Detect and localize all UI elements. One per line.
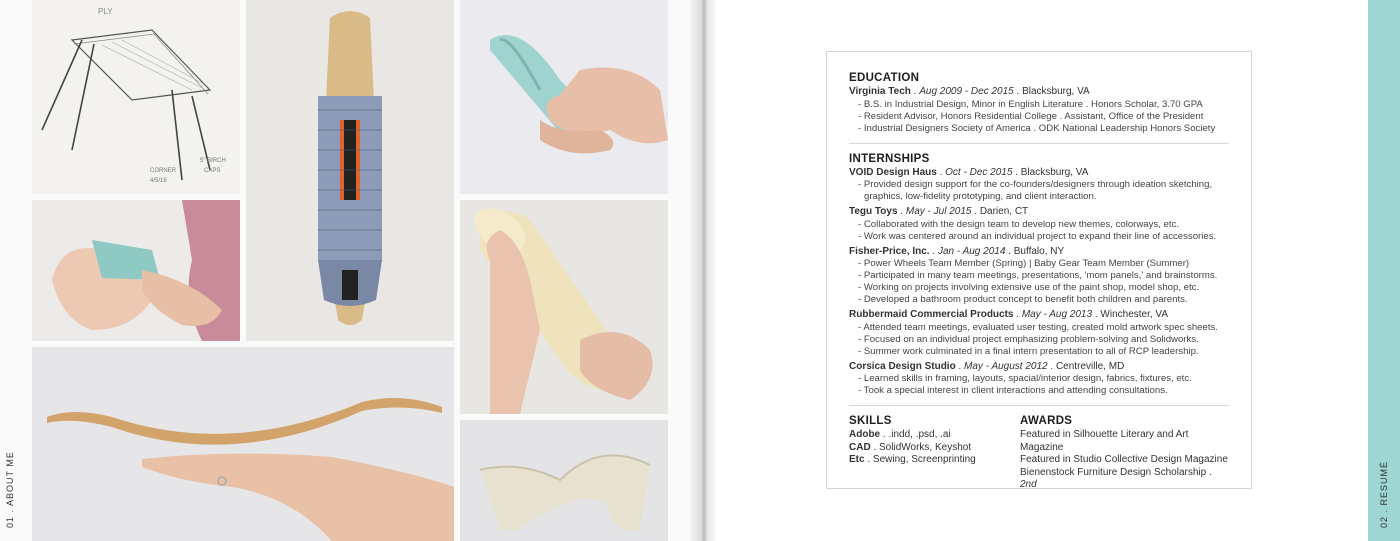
wood-shelf-photo [32, 347, 454, 541]
bullet: - Power Wheels Team Member (Spring) | Baby Gear Team Member (Summer) [858, 258, 1190, 269]
skills-title: SKILLS [849, 415, 892, 427]
org-name: Virginia Tech [849, 86, 911, 97]
longboard-photo [246, 0, 454, 341]
separator: . [1012, 166, 1021, 178]
skills-awards-row [849, 415, 1229, 492]
internship-entry [849, 309, 1229, 358]
skill-key: CAD [849, 441, 871, 453]
date-range: Aug 2009 - Dec 2015 [919, 86, 1014, 97]
skill-item [849, 442, 1020, 455]
org-name: Corsica Design Studio [849, 360, 956, 372]
separator: . [955, 360, 965, 372]
bullet: - Learned skills in framing, layouts, spacial/interior design, fabrics, fixtures, etc. [858, 373, 1192, 384]
bullet: - Resident Advisor, Honors Residential College . Assistant, Office of the President [858, 110, 1204, 122]
sketch-note-caps: CAPS [204, 168, 221, 174]
bullet: - B.S. in Industrial Design, Minor in English Literature . Honors Scholar, 3.70 GPA [858, 98, 1203, 110]
bullet: - Participated in many team meetings, presentations, 'mom panels,' and brainstorms. [858, 270, 1218, 281]
left-page-section-label: 01 . ABOUT ME [5, 451, 15, 528]
cream-device-photo [460, 200, 668, 414]
bullet: - Took a special interest in client interactions and attending consultations. [858, 385, 1168, 396]
award-placement: 2nd [1020, 479, 1037, 490]
wood-sculpture-photo [460, 420, 668, 541]
location: Darien, CT [979, 206, 1029, 217]
section-divider [849, 143, 1229, 144]
awards-title: AWARDS [1020, 415, 1073, 427]
award-item [1020, 467, 1229, 492]
separator: . [1092, 309, 1101, 320]
entry-head [849, 246, 1229, 259]
separator: . [1005, 245, 1014, 257]
entry-head [849, 167, 1229, 180]
internship-entry [849, 206, 1229, 243]
separator: . [910, 86, 920, 97]
separator: . [936, 166, 946, 178]
bullet: - Attended team meetings, evaluated user testing, created mold artwork spec sheets. [858, 321, 1218, 333]
location: Winchester, VA [1100, 309, 1169, 320]
entry-head [849, 206, 1229, 219]
bullet: - Summer work culminated in a final intern presentation to all of RCP leadership. [858, 345, 1199, 357]
separator: . [1047, 360, 1056, 372]
bullet-continuation: graphics, low-fidelity prototyping, and client interaction. [864, 191, 1097, 202]
skill-key: Etc [849, 454, 865, 465]
awards-section [1020, 415, 1229, 492]
table-sketch-photo [32, 0, 240, 194]
award-text: Featured in Silhouette Literary and Art Magazine [1020, 429, 1189, 453]
separator: . [870, 441, 880, 453]
internship-entry [849, 167, 1229, 204]
separator: . [880, 429, 889, 440]
location: Blacksburg, VA [1020, 166, 1089, 178]
entry-head [849, 361, 1229, 374]
bullet: - Working on projects involving extensive use of the paint shop, model shop, etc. [858, 282, 1200, 293]
section-divider [849, 405, 1229, 406]
right-page-section-label: 02 . RESUMÉ [1379, 460, 1389, 528]
bullet: - Work was centered around an individual project to expand their line of accessories. [858, 230, 1217, 242]
skill-value: .indd, .psd, .ai [888, 429, 951, 440]
skill-value: Sewing, Screenprinting [872, 454, 976, 465]
sketch-note-date: 4/5/16 [150, 178, 167, 184]
teal-handheld-photo [460, 0, 668, 194]
education-title: EDUCATION [849, 72, 920, 84]
resume-card [826, 51, 1252, 489]
accent-strip [1368, 0, 1400, 541]
bullet: - Collaborated with the design team to develop new themes, colorways, etc. [858, 218, 1180, 230]
location: Blacksburg, VA [1022, 86, 1090, 97]
date-range: May - Jul 2015 [905, 206, 972, 217]
separator: . [929, 245, 938, 257]
location: Centreville, MD [1055, 360, 1125, 372]
bullet: - Focused on an individual project emphasizing problem-solving and Solidworks. [858, 333, 1199, 345]
separator: . [864, 454, 873, 465]
date-range: May - Aug 2013 [1021, 309, 1093, 320]
internship-entry [849, 246, 1229, 307]
bullet: - Industrial Designers Society of America . ODK National Leadership Honors Society [858, 122, 1216, 134]
separator: . [1013, 309, 1022, 320]
org-name: Tegu Toys [849, 206, 898, 217]
org-name: Fisher-Price, Inc. [849, 245, 930, 257]
org-name: Rubbermaid Commercial Products [849, 309, 1014, 320]
award-item [1020, 454, 1229, 467]
sketch-note-ply: PLY [98, 7, 113, 16]
teal-grip-photo [32, 200, 240, 341]
internships-title: INTERNSHIPS [849, 152, 930, 165]
sketch-note-corner: CORNER [150, 168, 177, 174]
date-range: Jan - Aug 2014 [937, 245, 1006, 257]
entry-head [849, 309, 1229, 322]
separator: . [897, 206, 906, 217]
sketch-note-birch: 5" BIRCH [200, 158, 226, 164]
book-gutter [690, 0, 718, 541]
separator: . [971, 206, 980, 217]
date-range: May - August 2012 [964, 360, 1048, 372]
skill-key: Adobe [849, 429, 881, 440]
award-text: Bienenstock Furniture Design Scholarship . [1020, 466, 1212, 478]
bullet: - Developed a bathroom product concept to benefit both children and parents. [858, 294, 1188, 305]
entry-head [849, 86, 1229, 99]
award-item [1020, 429, 1229, 454]
org-name: VOID Design Haus [849, 166, 937, 178]
bullet: - Provided design support for the co-founders/designers through ideation sketching, [858, 179, 1213, 190]
award-text: Featured in Studio Collective Design Magazine [1020, 454, 1228, 465]
location: Buffalo, NY [1013, 245, 1065, 257]
skill-value: SolidWorks, Keyshot [879, 441, 972, 453]
skill-item [849, 454, 1020, 467]
skills-section [849, 415, 1020, 492]
skill-item [849, 429, 1020, 442]
date-range: Oct - Dec 2015 [945, 166, 1013, 178]
education-entry [849, 86, 1229, 135]
internship-entry [849, 361, 1229, 398]
separator: . [1013, 86, 1023, 97]
